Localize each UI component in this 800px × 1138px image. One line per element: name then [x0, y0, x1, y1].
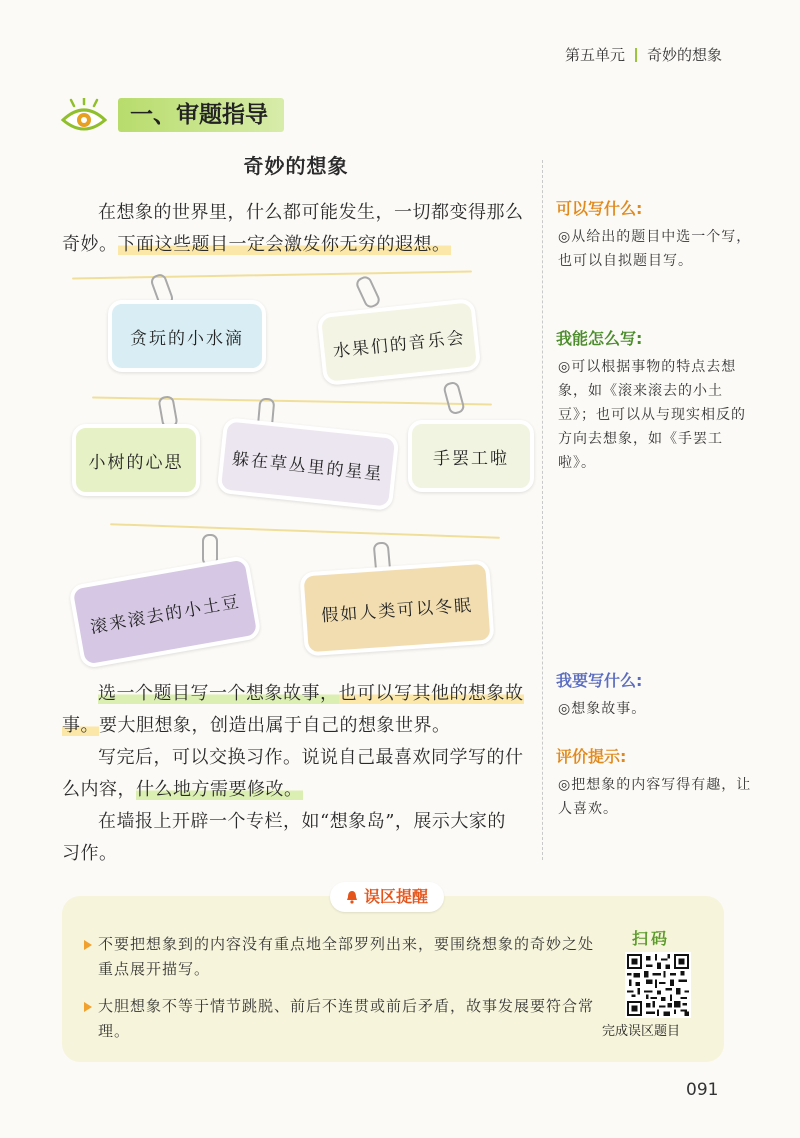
sidebar-want [556, 668, 756, 721]
paper-clip-icon [442, 380, 466, 415]
sidebar-divider [542, 160, 543, 860]
topic-cards-area [62, 262, 532, 672]
mistake-warning-box [62, 887, 724, 1062]
header-separator [635, 48, 637, 62]
topic-card [68, 555, 262, 669]
topic-card [408, 420, 534, 492]
task-highlight-2: 也可以写其他的想象故事。 [62, 683, 524, 736]
body-paragraphs [62, 678, 524, 870]
intro-paragraph [62, 197, 530, 261]
unit-label: 第五单元 [564, 46, 625, 64]
topic-card [299, 559, 494, 656]
task-text: 要大胆想象，创造出属于自己的想象世界。 [99, 715, 451, 736]
topic-card-label: 水果们的音乐会 [332, 327, 467, 362]
sidebar-want-text: ◎想象故事。 [558, 701, 647, 717]
sidebar-what-title: 可以写什么: [556, 199, 643, 218]
rope [72, 271, 472, 280]
bell-icon [346, 890, 358, 904]
topic-card [217, 417, 400, 511]
task-highlight: 选一个题目写一个想象故事， [98, 683, 339, 704]
unit-header [565, 44, 722, 65]
page-number: 091 [686, 1080, 719, 1100]
warning-item [84, 994, 602, 1044]
exchange-text: 写完后，可以交换习作。说说自己最喜欢同学写的什么内容， [62, 747, 524, 800]
warning-item-text: 大胆想象不等于情节跳脱、前后不连贯或前后矛盾，故事发展要符合常理。 [98, 997, 595, 1040]
warning-title-text: 误区提醒 [364, 887, 429, 906]
arrow-icon [84, 1002, 92, 1012]
intro-highlight: 下面这些题目一定会激发你无穷的遐想。 [117, 234, 451, 255]
sidebar-want-title: 我要写什么: [556, 671, 643, 690]
sidebar-what-text: ◎从给出的题目中选一个写，也可以自拟题目写。 [558, 229, 752, 269]
qr-caption: 完成误区题目 [602, 1024, 681, 1039]
intro-text: 在想象的世界里，什么都可能发生，一切都变得那么奇妙。 [62, 202, 524, 255]
warning-item [84, 932, 602, 982]
exchange-paragraph [62, 742, 524, 806]
warning-title [330, 882, 444, 912]
scan-label: 扫码 [632, 929, 671, 948]
warning-item-text: 不要把想象到的内容没有重点地全部罗列出来，要围绕想象的奇妙之处重点展开描写。 [98, 935, 595, 978]
eye-icon [60, 98, 108, 134]
qr-code-icon[interactable] [625, 952, 691, 1018]
display-paragraph: 在墙报上开辟一个专栏，如“想象岛”，展示大家的习作。 [62, 811, 506, 864]
sidebar-how [556, 326, 756, 475]
unit-topic: 奇妙的想象 [646, 46, 722, 64]
exchange-highlight: 什么地方需要修改。 [136, 779, 303, 800]
sidebar-how-title: 我能怎么写: [556, 329, 643, 348]
main-column [62, 150, 530, 261]
sidebar-how-text: ◎可以根据事物的特点去想象，如《滚来滚去的小土豆》；也可以从与现实相反的方向去想象，如《手罢工啦》。 [558, 359, 746, 471]
topic-card-label: 小树的心思 [88, 452, 184, 473]
topic-card-label: 躲在草丛里的星星 [231, 448, 385, 485]
task-paragraph [62, 678, 524, 742]
section-title: 一、审题指导 [118, 98, 284, 132]
topic-card [108, 300, 266, 372]
topic-card [317, 298, 482, 386]
sidebar-what [556, 196, 756, 273]
sidebar-eval [556, 744, 756, 821]
sidebar-eval-title: 评价提示: [556, 747, 627, 766]
rope [110, 523, 500, 539]
paper-clip-icon [354, 274, 382, 310]
topic-card-label: 贪玩的小水滴 [130, 328, 244, 349]
rope [92, 397, 492, 406]
topic-card [72, 424, 200, 496]
arrow-icon [84, 940, 92, 950]
sidebar-eval-text: ◎把想象的内容写得有趣，让人喜欢。 [558, 777, 752, 817]
article-title: 奇妙的想象 [243, 154, 349, 178]
topic-card-label: 手罢工啦 [433, 448, 509, 469]
topic-card-label: 假如人类可以冬眠 [320, 595, 474, 626]
topic-card-label: 滚来滚去的小土豆 [88, 591, 243, 638]
